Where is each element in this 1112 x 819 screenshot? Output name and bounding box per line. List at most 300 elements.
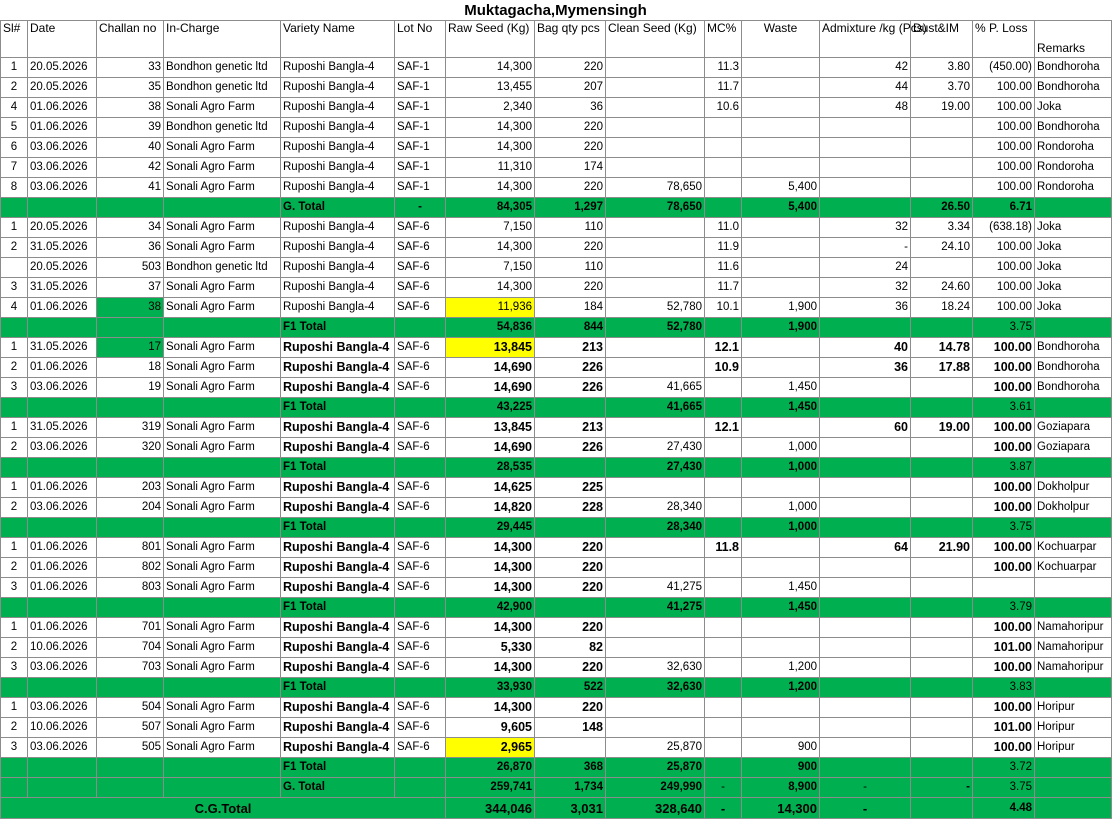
challan-no-cell[interactable]: 701 [97,618,164,638]
admixture-cell[interactable] [820,438,911,458]
remarks-cell[interactable] [1035,798,1112,819]
raw-seed-cell[interactable]: 2,965 [446,738,535,758]
variety-name-cell[interactable]: Ruposhi Bangla-4 [281,498,395,518]
raw-seed-cell[interactable]: 14,690 [446,378,535,398]
clean-seed-cell[interactable] [606,278,705,298]
lot-no-cell[interactable]: SAF-6 [395,578,446,598]
dust-im-cell[interactable]: 3.34 [911,218,973,238]
in-charge-cell[interactable]: Bondhon genetic ltd [164,58,281,78]
raw-seed-cell[interactable]: 14,300 [446,238,535,258]
in-charge-cell[interactable]: Sonali Agro Farm [164,358,281,378]
date-cell[interactable]: 03.06.2026 [28,738,97,758]
variety-name-cell[interactable]: Ruposhi Bangla-4 [281,438,395,458]
p-loss-cell[interactable]: 6.71 [973,198,1035,218]
in-charge-cell[interactable] [164,458,281,478]
date-cell[interactable]: 03.06.2026 [28,138,97,158]
mc-percent-cell[interactable]: 11.7 [705,278,742,298]
admixture-cell[interactable] [820,178,911,198]
date-cell[interactable]: 01.06.2026 [28,478,97,498]
remarks-cell[interactable]: Rondoroha [1035,178,1112,198]
grand-total-label[interactable]: C.G.Total [1,798,446,819]
date-cell[interactable] [28,198,97,218]
variety-name-cell[interactable]: Ruposhi Bangla-4 [281,278,395,298]
admixture-cell[interactable]: 40 [820,338,911,358]
remarks-cell[interactable]: Bondhoroha [1035,118,1112,138]
date-cell[interactable]: 03.06.2026 [28,378,97,398]
admixture-cell[interactable] [820,118,911,138]
sl-no-cell[interactable]: 1 [1,618,28,638]
lot-no-cell[interactable]: SAF-6 [395,498,446,518]
admixture-cell[interactable]: 32 [820,278,911,298]
clean-seed-cell[interactable]: 41,275 [606,578,705,598]
raw-seed-cell[interactable]: 5,330 [446,638,535,658]
lot-no-cell[interactable]: SAF-6 [395,538,446,558]
column-header[interactable]: Remarks [1035,21,1112,58]
variety-name-cell[interactable]: F1 Total [281,758,395,778]
sl-no-cell[interactable] [1,518,28,538]
mc-percent-cell[interactable] [705,498,742,518]
raw-seed-cell[interactable]: 26,870 [446,758,535,778]
lot-no-cell[interactable]: SAF-1 [395,118,446,138]
raw-seed-cell[interactable]: 13,845 [446,338,535,358]
admixture-cell[interactable] [820,698,911,718]
p-loss-cell[interactable]: 100.00 [973,118,1035,138]
waste-cell[interactable] [742,478,820,498]
raw-seed-cell[interactable]: 14,300 [446,698,535,718]
mc-percent-cell[interactable]: 11.7 [705,78,742,98]
sl-no-cell[interactable]: 1 [1,698,28,718]
variety-name-cell[interactable]: Ruposhi Bangla-4 [281,158,395,178]
remarks-cell[interactable]: Dokholpur [1035,498,1112,518]
column-header[interactable]: Waste [742,21,820,58]
admixture-cell[interactable] [820,618,911,638]
remarks-cell[interactable]: Dokholpur [1035,478,1112,498]
clean-seed-cell[interactable]: 41,665 [606,398,705,418]
admixture-cell[interactable]: 24 [820,258,911,278]
date-cell[interactable]: 01.06.2026 [28,538,97,558]
clean-seed-cell[interactable] [606,98,705,118]
lot-no-cell[interactable]: - [395,198,446,218]
admixture-cell[interactable] [820,518,911,538]
clean-seed-cell[interactable]: 28,340 [606,518,705,538]
mc-percent-cell[interactable] [705,758,742,778]
challan-no-cell[interactable]: 38 [97,298,164,318]
waste-cell[interactable]: 1,200 [742,678,820,698]
waste-cell[interactable] [742,338,820,358]
bag-qty-cell[interactable]: 220 [535,698,606,718]
bag-qty-cell[interactable]: 368 [535,758,606,778]
raw-seed-cell[interactable]: 42,900 [446,598,535,618]
remarks-cell[interactable]: Namahoripur [1035,618,1112,638]
date-cell[interactable]: 03.06.2026 [28,178,97,198]
mc-percent-cell[interactable] [705,458,742,478]
in-charge-cell[interactable]: Sonali Agro Farm [164,238,281,258]
sl-no-cell[interactable] [1,678,28,698]
bag-qty-cell[interactable]: 226 [535,358,606,378]
mc-percent-cell[interactable] [705,698,742,718]
p-loss-cell[interactable]: (638.18) [973,218,1035,238]
sl-no-cell[interactable] [1,258,28,278]
variety-name-cell[interactable]: G. Total [281,778,395,798]
raw-seed-cell[interactable]: 14,300 [446,578,535,598]
remarks-cell[interactable]: Bondhoroha [1035,58,1112,78]
waste-cell[interactable]: 1,450 [742,398,820,418]
sl-no-cell[interactable] [1,598,28,618]
waste-cell[interactable] [742,138,820,158]
sl-no-cell[interactable]: 3 [1,738,28,758]
admixture-cell[interactable]: 60 [820,418,911,438]
lot-no-cell[interactable]: SAF-1 [395,138,446,158]
raw-seed-cell[interactable]: 84,305 [446,198,535,218]
bag-qty-cell[interactable]: 220 [535,238,606,258]
waste-cell[interactable]: 1,450 [742,378,820,398]
admixture-cell[interactable] [820,458,911,478]
column-header[interactable]: Variety Name [281,21,395,58]
admixture-cell[interactable] [820,718,911,738]
variety-name-cell[interactable]: Ruposhi Bangla-4 [281,298,395,318]
p-loss-cell[interactable]: 3.61 [973,398,1035,418]
dust-im-cell[interactable] [911,258,973,278]
waste-cell[interactable]: 1,450 [742,578,820,598]
waste-cell[interactable]: 5,400 [742,198,820,218]
bag-qty-cell[interactable] [535,398,606,418]
waste-cell[interactable] [742,718,820,738]
mc-percent-cell[interactable]: 11.0 [705,218,742,238]
date-cell[interactable]: 20.05.2026 [28,218,97,238]
in-charge-cell[interactable]: Sonali Agro Farm [164,438,281,458]
in-charge-cell[interactable]: Sonali Agro Farm [164,298,281,318]
dust-im-cell[interactable]: 14.78 [911,338,973,358]
bag-qty-cell[interactable]: 522 [535,678,606,698]
in-charge-cell[interactable]: Sonali Agro Farm [164,498,281,518]
column-header[interactable]: Lot No [395,21,446,58]
challan-no-cell[interactable]: 36 [97,238,164,258]
mc-percent-cell[interactable] [705,158,742,178]
date-cell[interactable]: 01.06.2026 [28,618,97,638]
dust-im-cell[interactable] [911,178,973,198]
waste-cell[interactable] [742,558,820,578]
sl-no-cell[interactable]: 1 [1,418,28,438]
mc-percent-cell[interactable]: 10.1 [705,298,742,318]
dust-im-cell[interactable] [911,718,973,738]
mc-percent-cell[interactable] [705,718,742,738]
remarks-cell[interactable]: Joka [1035,258,1112,278]
mc-percent-cell[interactable] [705,578,742,598]
sl-no-cell[interactable]: 7 [1,158,28,178]
waste-cell[interactable] [742,278,820,298]
bag-qty-cell[interactable]: 1,297 [535,198,606,218]
in-charge-cell[interactable]: Sonali Agro Farm [164,698,281,718]
bag-qty-cell[interactable]: 220 [535,658,606,678]
sl-no-cell[interactable]: 3 [1,378,28,398]
variety-name-cell[interactable]: Ruposhi Bangla-4 [281,658,395,678]
remarks-cell[interactable] [1035,518,1112,538]
admixture-cell[interactable]: 48 [820,98,911,118]
p-loss-cell[interactable]: 100.00 [973,238,1035,258]
in-charge-cell[interactable] [164,778,281,798]
clean-seed-cell[interactable]: 27,430 [606,438,705,458]
mc-percent-cell[interactable] [705,178,742,198]
date-cell[interactable]: 01.06.2026 [28,558,97,578]
bag-qty-cell[interactable]: 148 [535,718,606,738]
mc-percent-cell[interactable]: 12.1 [705,338,742,358]
challan-no-cell[interactable] [97,518,164,538]
raw-seed-cell[interactable]: 9,605 [446,718,535,738]
bag-qty-cell[interactable]: 220 [535,558,606,578]
clean-seed-cell[interactable] [606,118,705,138]
remarks-cell[interactable] [1035,578,1112,598]
in-charge-cell[interactable]: Sonali Agro Farm [164,658,281,678]
bag-qty-cell[interactable] [535,458,606,478]
in-charge-cell[interactable]: Sonali Agro Farm [164,158,281,178]
clean-seed-cell[interactable] [606,718,705,738]
in-charge-cell[interactable]: Sonali Agro Farm [164,178,281,198]
p-loss-cell[interactable]: 100.00 [973,558,1035,578]
date-cell[interactable] [28,318,97,338]
mc-percent-cell[interactable]: 11.8 [705,538,742,558]
dust-im-cell[interactable] [911,318,973,338]
challan-no-cell[interactable] [97,758,164,778]
waste-cell[interactable] [742,58,820,78]
dust-im-cell[interactable]: 26.50 [911,198,973,218]
dust-im-cell[interactable] [911,138,973,158]
lot-no-cell[interactable] [395,518,446,538]
remarks-cell[interactable]: Bondhoroha [1035,338,1112,358]
in-charge-cell[interactable] [164,758,281,778]
dust-im-cell[interactable] [911,658,973,678]
waste-cell[interactable]: 1,000 [742,438,820,458]
mc-percent-cell[interactable]: 10.6 [705,98,742,118]
mc-percent-cell[interactable] [705,518,742,538]
in-charge-cell[interactable]: Sonali Agro Farm [164,618,281,638]
raw-seed-cell[interactable]: 33,930 [446,678,535,698]
variety-name-cell[interactable]: Ruposhi Bangla-4 [281,98,395,118]
variety-name-cell[interactable]: G. Total [281,198,395,218]
lot-no-cell[interactable] [395,758,446,778]
challan-no-cell[interactable]: 703 [97,658,164,678]
sl-no-cell[interactable]: 6 [1,138,28,158]
mc-percent-cell[interactable] [705,638,742,658]
remarks-cell[interactable] [1035,758,1112,778]
sl-no-cell[interactable] [1,778,28,798]
bag-qty-cell[interactable]: 226 [535,438,606,458]
raw-seed-cell[interactable]: 14,625 [446,478,535,498]
bag-qty-cell[interactable]: 36 [535,98,606,118]
raw-seed-cell[interactable]: 14,300 [446,618,535,638]
mc-percent-cell[interactable]: - [705,798,742,819]
raw-seed-cell[interactable]: 259,741 [446,778,535,798]
remarks-cell[interactable]: Joka [1035,218,1112,238]
sl-no-cell[interactable]: 1 [1,218,28,238]
waste-cell[interactable] [742,698,820,718]
lot-no-cell[interactable]: SAF-6 [395,258,446,278]
date-cell[interactable] [28,398,97,418]
lot-no-cell[interactable] [395,458,446,478]
challan-no-cell[interactable]: 507 [97,718,164,738]
variety-name-cell[interactable]: Ruposhi Bangla-4 [281,378,395,398]
p-loss-cell[interactable]: 100.00 [973,378,1035,398]
p-loss-cell[interactable]: 100.00 [973,538,1035,558]
date-cell[interactable]: 20.05.2026 [28,78,97,98]
lot-no-cell[interactable]: SAF-6 [395,338,446,358]
bag-qty-cell[interactable]: 220 [535,278,606,298]
p-loss-cell[interactable]: 4.48 [973,798,1035,819]
admixture-cell[interactable] [820,318,911,338]
clean-seed-cell[interactable]: 78,650 [606,178,705,198]
sl-no-cell[interactable]: 1 [1,58,28,78]
admixture-cell[interactable] [820,638,911,658]
mc-percent-cell[interactable] [705,678,742,698]
dust-im-cell[interactable]: - [911,778,973,798]
dust-im-cell[interactable] [911,558,973,578]
challan-no-cell[interactable]: 42 [97,158,164,178]
clean-seed-cell[interactable] [606,218,705,238]
variety-name-cell[interactable]: Ruposhi Bangla-4 [281,178,395,198]
clean-seed-cell[interactable]: 25,870 [606,758,705,778]
mc-percent-cell[interactable] [705,618,742,638]
challan-no-cell[interactable]: 19 [97,378,164,398]
lot-no-cell[interactable]: SAF-6 [395,358,446,378]
lot-no-cell[interactable]: SAF-1 [395,98,446,118]
remarks-cell[interactable] [1035,398,1112,418]
p-loss-cell[interactable]: 3.75 [973,318,1035,338]
column-header[interactable]: Challan no [97,21,164,58]
dust-im-cell[interactable]: 19.00 [911,98,973,118]
in-charge-cell[interactable] [164,518,281,538]
admixture-cell[interactable]: 44 [820,78,911,98]
in-charge-cell[interactable] [164,318,281,338]
sl-no-cell[interactable] [1,198,28,218]
dust-im-cell[interactable]: 17.88 [911,358,973,378]
sl-no-cell[interactable]: 4 [1,298,28,318]
waste-cell[interactable]: 1,900 [742,318,820,338]
p-loss-cell[interactable]: 100.00 [973,178,1035,198]
date-cell[interactable]: 03.06.2026 [28,158,97,178]
lot-no-cell[interactable]: SAF-6 [395,218,446,238]
sl-no-cell[interactable]: 8 [1,178,28,198]
clean-seed-cell[interactable] [606,258,705,278]
dust-im-cell[interactable] [911,378,973,398]
remarks-cell[interactable]: Horipur [1035,738,1112,758]
dust-im-cell[interactable] [911,798,973,819]
remarks-cell[interactable]: Rondoroha [1035,138,1112,158]
raw-seed-cell[interactable]: 11,936 [446,298,535,318]
p-loss-cell[interactable]: 100.00 [973,498,1035,518]
sl-no-cell[interactable]: 2 [1,558,28,578]
variety-name-cell[interactable]: Ruposhi Bangla-4 [281,578,395,598]
clean-seed-cell[interactable] [606,158,705,178]
column-header[interactable]: In-Charge [164,21,281,58]
p-loss-cell[interactable]: 100.00 [973,258,1035,278]
mc-percent-cell[interactable] [705,558,742,578]
dust-im-cell[interactable]: 24.60 [911,278,973,298]
in-charge-cell[interactable]: Sonali Agro Farm [164,218,281,238]
remarks-cell[interactable] [1035,318,1112,338]
variety-name-cell[interactable]: Ruposhi Bangla-4 [281,118,395,138]
lot-no-cell[interactable]: SAF-6 [395,438,446,458]
lot-no-cell[interactable]: SAF-1 [395,58,446,78]
challan-no-cell[interactable]: 704 [97,638,164,658]
variety-name-cell[interactable]: Ruposhi Bangla-4 [281,718,395,738]
date-cell[interactable]: 01.06.2026 [28,578,97,598]
variety-name-cell[interactable]: Ruposhi Bangla-4 [281,58,395,78]
clean-seed-cell[interactable]: 249,990 [606,778,705,798]
clean-seed-cell[interactable] [606,618,705,638]
admixture-cell[interactable] [820,578,911,598]
sl-no-cell[interactable]: 2 [1,498,28,518]
date-cell[interactable] [28,678,97,698]
clean-seed-cell[interactable] [606,478,705,498]
waste-cell[interactable]: 900 [742,738,820,758]
bag-qty-cell[interactable]: 174 [535,158,606,178]
challan-no-cell[interactable]: 41 [97,178,164,198]
waste-cell[interactable] [742,238,820,258]
lot-no-cell[interactable]: SAF-1 [395,78,446,98]
p-loss-cell[interactable]: 100.00 [973,138,1035,158]
challan-no-cell[interactable]: 39 [97,118,164,138]
remarks-cell[interactable]: Goziapara [1035,418,1112,438]
dust-im-cell[interactable]: 3.70 [911,78,973,98]
variety-name-cell[interactable]: Ruposhi Bangla-4 [281,138,395,158]
in-charge-cell[interactable]: Sonali Agro Farm [164,638,281,658]
in-charge-cell[interactable]: Sonali Agro Farm [164,378,281,398]
waste-cell[interactable]: 14,300 [742,798,820,819]
dust-im-cell[interactable] [911,498,973,518]
dust-im-cell[interactable]: 3.80 [911,58,973,78]
remarks-cell[interactable]: Bondhoroha [1035,78,1112,98]
p-loss-cell[interactable]: 100.00 [973,98,1035,118]
remarks-cell[interactable] [1035,198,1112,218]
in-charge-cell[interactable]: Sonali Agro Farm [164,738,281,758]
date-cell[interactable]: 10.06.2026 [28,638,97,658]
waste-cell[interactable] [742,638,820,658]
admixture-cell[interactable] [820,378,911,398]
in-charge-cell[interactable] [164,198,281,218]
clean-seed-cell[interactable]: 32,630 [606,678,705,698]
remarks-cell[interactable]: Horipur [1035,698,1112,718]
challan-no-cell[interactable]: 319 [97,418,164,438]
raw-seed-cell[interactable]: 14,820 [446,498,535,518]
sl-no-cell[interactable]: 4 [1,98,28,118]
waste-cell[interactable] [742,158,820,178]
p-loss-cell[interactable]: 3.79 [973,598,1035,618]
clean-seed-cell[interactable]: 78,650 [606,198,705,218]
raw-seed-cell[interactable]: 7,150 [446,258,535,278]
challan-no-cell[interactable]: 203 [97,478,164,498]
lot-no-cell[interactable]: SAF-6 [395,298,446,318]
remarks-cell[interactable]: Kochuarpar [1035,538,1112,558]
p-loss-cell[interactable]: 101.00 [973,638,1035,658]
raw-seed-cell[interactable]: 13,455 [446,78,535,98]
clean-seed-cell[interactable] [606,638,705,658]
column-header[interactable]: Sl# [1,21,28,58]
admixture-cell[interactable]: 36 [820,298,911,318]
sl-no-cell[interactable]: 2 [1,638,28,658]
sl-no-cell[interactable]: 2 [1,358,28,378]
clean-seed-cell[interactable]: 41,275 [606,598,705,618]
raw-seed-cell[interactable]: 14,300 [446,118,535,138]
variety-name-cell[interactable]: F1 Total [281,518,395,538]
mc-percent-cell[interactable] [705,198,742,218]
lot-no-cell[interactable]: SAF-6 [395,238,446,258]
variety-name-cell[interactable]: F1 Total [281,398,395,418]
dust-im-cell[interactable] [911,618,973,638]
date-cell[interactable]: 03.06.2026 [28,438,97,458]
mc-percent-cell[interactable] [705,378,742,398]
remarks-cell[interactable]: Namahoripur [1035,658,1112,678]
mc-percent-cell[interactable] [705,398,742,418]
p-loss-cell[interactable]: 100.00 [973,698,1035,718]
